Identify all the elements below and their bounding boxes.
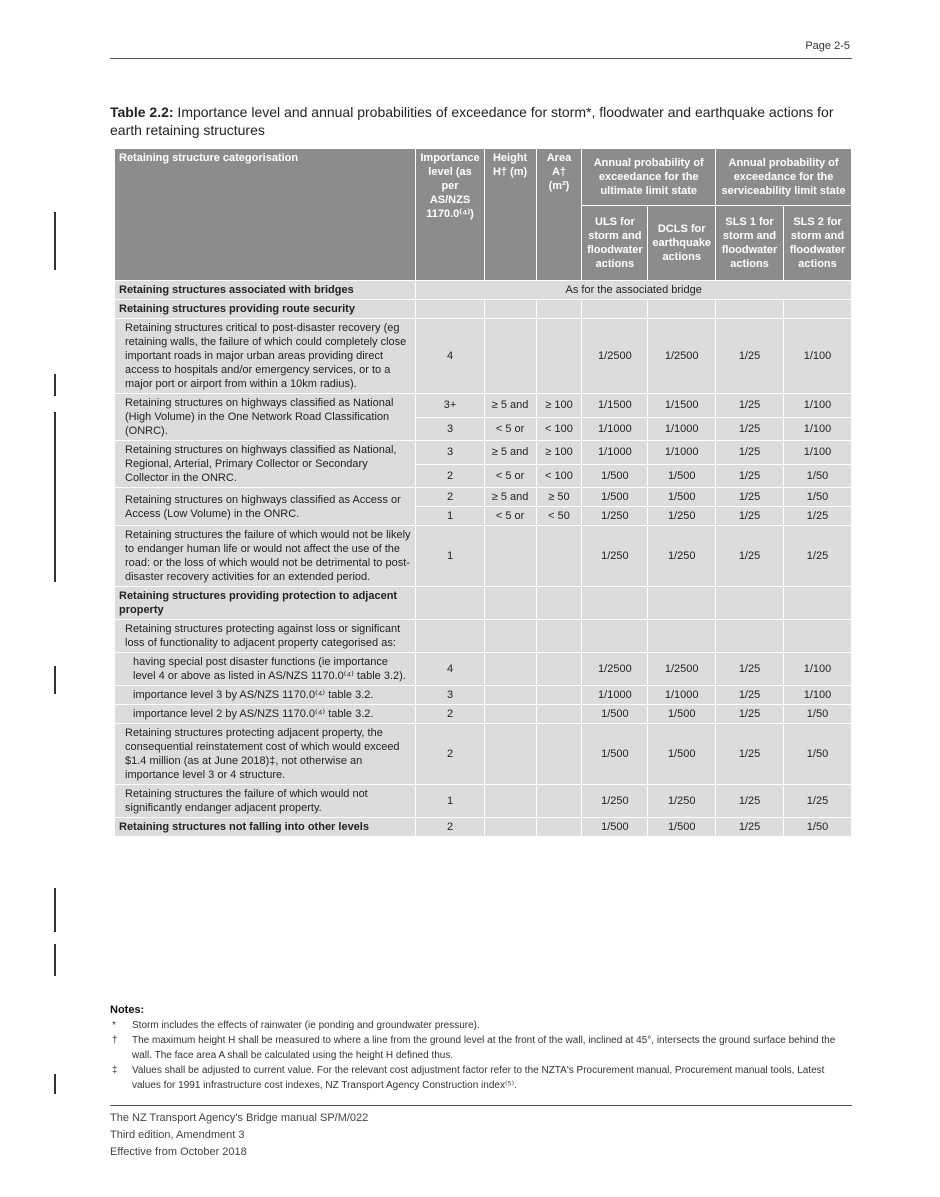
cell-area: < 50	[536, 507, 582, 526]
notes-title: Notes:	[110, 1004, 145, 1016]
cell-uls: 1/500	[582, 724, 648, 785]
cell-dcls: 1/500	[648, 464, 716, 488]
cell-height: ≥ 5 and	[484, 394, 536, 418]
table-header-row	[115, 149, 852, 206]
header-uls: ULS for storm and floodwater actions	[582, 206, 648, 281]
importance-table	[114, 148, 852, 837]
row-label: Retaining structures not falling into other levels	[115, 818, 416, 837]
cell-importance: 4	[416, 319, 484, 394]
cell-sls1: 1/25	[716, 417, 784, 441]
cell-sls1: 1/25	[716, 464, 784, 488]
cell-sls2: 1/25	[784, 526, 852, 587]
table-row	[115, 818, 852, 837]
header-sls-group: Annual probability of exceedance for the serviceability limit state	[716, 149, 852, 206]
cell-dcls: 1/1000	[648, 417, 716, 441]
cell-sls2: 1/50	[784, 818, 852, 837]
cell-uls: 1/2500	[582, 319, 648, 394]
cell-uls: 1/250	[582, 526, 648, 587]
cell-importance: 2	[416, 464, 484, 488]
page-number: Page 2-5	[805, 40, 850, 52]
row-description: Retaining structures the failure of which would not be likely to endanger human life or would not affect the use of the road: or the loss of which would not be detrimental to post-disaster recovery activities for an extended period.	[115, 526, 416, 587]
cell-area: ≥ 100	[536, 441, 582, 465]
cell-sls2: 1/25	[784, 785, 852, 818]
row-description: having special post disaster functions (ie importance level 4 or above as listed in AS/NZS 1170.0⁽⁴⁾ table 3.2).	[115, 653, 416, 686]
caption-text: Importance level and annual probabilities of exceedance for storm*, floodwater and earthquake actions for earth retaining structures	[110, 104, 834, 138]
cell-importance: 3	[416, 441, 484, 465]
cell-sls2: 1/50	[784, 724, 852, 785]
note-item	[110, 1033, 852, 1063]
cell-sls1: 1/25	[716, 724, 784, 785]
cell-sls2: 1/50	[784, 705, 852, 724]
cell-dcls: 1/250	[648, 526, 716, 587]
change-bar	[54, 212, 56, 270]
cell-sls1: 1/25	[716, 319, 784, 394]
cell-sls1: 1/25	[716, 705, 784, 724]
cell-dcls: 1/250	[648, 785, 716, 818]
cell-uls: 1/1500	[582, 394, 648, 418]
cell-sls2: 1/100	[784, 653, 852, 686]
cell-uls: 1/1000	[582, 441, 648, 465]
row-description: Retaining structures critical to post-disaster recovery (eg retaining walls, the failure of which could completely close important roads in major urban areas providing direct access to hospitals and/or emergency services, or to a major port or airport from within a 10km radius).	[115, 319, 416, 394]
cell-importance: 1	[416, 526, 484, 587]
row-description: Retaining structures the failure of which would not significantly endanger adjacent property.	[115, 785, 416, 818]
cell-uls: 1/1000	[582, 686, 648, 705]
change-bar	[54, 944, 56, 976]
header-uls-group: Annual probability of exceedance for the ultimate limit state	[582, 149, 716, 206]
cell-height: ≥ 5 and	[484, 488, 536, 507]
cell-importance: 3	[416, 686, 484, 705]
note-marker: †	[112, 1035, 118, 1046]
cell-area: ≥ 100	[536, 394, 582, 418]
change-bar	[54, 1074, 56, 1094]
cell-sls2: 1/100	[784, 394, 852, 418]
note-text: The maximum height H shall be measured to where a line from the ground level at the front of the wall, inclined at 45°, intersects the ground surface behind the wall. The face area A shall be calculated using the height H defined thus.	[132, 1035, 836, 1061]
cell-importance: 3	[416, 417, 484, 441]
cell-uls: 1/500	[582, 705, 648, 724]
table-row	[115, 686, 852, 705]
note-marker: *	[112, 1020, 116, 1031]
section-heading: Retaining structures providing route security	[115, 300, 416, 319]
cell-importance: 2	[416, 724, 484, 785]
note-item	[110, 1018, 852, 1033]
table-row	[115, 441, 852, 465]
header-sls1: SLS 1 for storm and floodwater actions	[716, 206, 784, 281]
cell-importance: 1	[416, 785, 484, 818]
section-heading-row	[115, 587, 852, 620]
cell-uls: 1/500	[582, 464, 648, 488]
cell-dcls: 1/250	[648, 507, 716, 526]
cell-height: ≥ 5 and	[484, 441, 536, 465]
cell-dcls: 1/2500	[648, 319, 716, 394]
row-label: Retaining structures associated with bridges	[115, 281, 416, 300]
cell-sls2: 1/100	[784, 417, 852, 441]
header-area: Area A† (m²)	[536, 149, 582, 281]
table-row	[115, 526, 852, 587]
cell-sls1: 1/25	[716, 507, 784, 526]
cell-dcls: 1/500	[648, 818, 716, 837]
cell-height: < 5 or	[484, 417, 536, 441]
row-description: Retaining structures protecting adjacent property, the consequential reinstatement cost of which would exceed $1.4 million (as at June 2018)‡, not otherwise an importance level 3 or 4 structure.	[115, 724, 416, 785]
cell-dcls: 1/1000	[648, 686, 716, 705]
cell-dcls: 1/2500	[648, 653, 716, 686]
table-row	[115, 653, 852, 686]
row-description: Retaining structures on highways classified as National (High Volume) in the One Network Road Classification (ONRC).	[115, 394, 416, 441]
table-row	[115, 488, 852, 507]
page-footer	[110, 1110, 368, 1161]
cell-importance: 4	[416, 653, 484, 686]
footer-rule	[110, 1105, 852, 1106]
cell-uls: 1/2500	[582, 653, 648, 686]
row-description: importance level 2 by AS/NZS 1170.0⁽⁴⁾ table 3.2.	[115, 705, 416, 724]
row-description: Retaining structures on highways classified as National, Regional, Arterial, Primary Collector or Secondary Collector in the ONRC.	[115, 441, 416, 488]
note-item	[110, 1063, 852, 1093]
cell-dcls: 1/500	[648, 488, 716, 507]
cell-sls2: 1/25	[784, 507, 852, 526]
table-row	[115, 281, 852, 300]
cell-sls2: 1/50	[784, 488, 852, 507]
header-height: Height H† (m)	[484, 149, 536, 281]
cell-sls1: 1/25	[716, 488, 784, 507]
header-dcls: DCLS for earthquake actions	[648, 206, 716, 281]
cell-area: ≥ 50	[536, 488, 582, 507]
row-description: importance level 3 by AS/NZS 1170.0⁽⁴⁾ table 3.2.	[115, 686, 416, 705]
row-note: As for the associated bridge	[416, 281, 852, 300]
note-text: Storm includes the effects of rainwater (ie ponding and groundwater pressure).	[132, 1020, 480, 1031]
footer-edition: Third edition, Amendment 3	[110, 1129, 245, 1141]
change-bar	[54, 666, 56, 694]
cell-importance: 3+	[416, 394, 484, 418]
cell-importance: 1	[416, 507, 484, 526]
table-caption	[110, 103, 852, 139]
caption-label: Table 2.2:	[110, 104, 174, 120]
cell-area: < 100	[536, 417, 582, 441]
header-category: Retaining structure categorisation	[115, 149, 416, 281]
table-row	[115, 394, 852, 418]
table-row	[115, 319, 852, 394]
cell-dcls: 1/1500	[648, 394, 716, 418]
cell-sls1: 1/25	[716, 818, 784, 837]
header-sls2: SLS 2 for storm and floodwater actions	[784, 206, 852, 281]
table-row	[115, 785, 852, 818]
table-row	[115, 724, 852, 785]
header-importance: Importance level (as per AS/NZS 1170.0⁽⁴⁾)	[416, 149, 484, 281]
cell-height: < 5 or	[484, 464, 536, 488]
section-heading-row	[115, 300, 852, 319]
footer-manual-title: The NZ Transport Agency's Bridge manual SP/M/022	[110, 1112, 369, 1124]
cell-sls1: 1/25	[716, 394, 784, 418]
footer-effective-date: Effective from October 2018	[110, 1146, 247, 1158]
cell-sls1: 1/25	[716, 441, 784, 465]
cell-uls: 1/250	[582, 507, 648, 526]
cell-importance: 2	[416, 818, 484, 837]
cell-sls1: 1/25	[716, 686, 784, 705]
cell-dcls: 1/1000	[648, 441, 716, 465]
row-description: Retaining structures on highways classified as Access or Access (Low Volume) in the ONRC.	[115, 488, 416, 526]
cell-sls2: 1/100	[784, 319, 852, 394]
cell-sls1: 1/25	[716, 526, 784, 587]
note-marker: ‡	[112, 1065, 118, 1076]
change-bar	[54, 374, 56, 396]
cell-sls1: 1/25	[716, 785, 784, 818]
cell-sls2: 1/50	[784, 464, 852, 488]
cell-sls2: 1/100	[784, 686, 852, 705]
row-description: Retaining structures protecting against loss or significant loss of functionality to adjacent property categorised as:	[115, 620, 416, 653]
cell-sls2: 1/100	[784, 441, 852, 465]
change-bar	[54, 412, 56, 582]
cell-uls: 1/1000	[582, 417, 648, 441]
cell-sls1: 1/25	[716, 653, 784, 686]
cell-area: < 100	[536, 464, 582, 488]
note-text: Values shall be adjusted to current value. For the relevant cost adjustment factor refer to the NZTA's Procurement manual, Procurement manual tools, Latest values for 1991 infrastructure cost indexes, NZ Transport Agency Construction index⁽⁵⁾.	[132, 1065, 825, 1091]
header-rule	[110, 58, 852, 59]
cell-uls: 1/250	[582, 785, 648, 818]
cell-height: < 5 or	[484, 507, 536, 526]
table-row	[115, 620, 852, 653]
section-heading: Retaining structures providing protection to adjacent property	[115, 587, 416, 620]
table-row	[115, 705, 852, 724]
cell-uls: 1/500	[582, 488, 648, 507]
cell-dcls: 1/500	[648, 705, 716, 724]
cell-importance: 2	[416, 488, 484, 507]
change-bar	[54, 888, 56, 932]
table-notes	[110, 1003, 852, 1093]
cell-dcls: 1/500	[648, 724, 716, 785]
cell-uls: 1/500	[582, 818, 648, 837]
cell-importance: 2	[416, 705, 484, 724]
